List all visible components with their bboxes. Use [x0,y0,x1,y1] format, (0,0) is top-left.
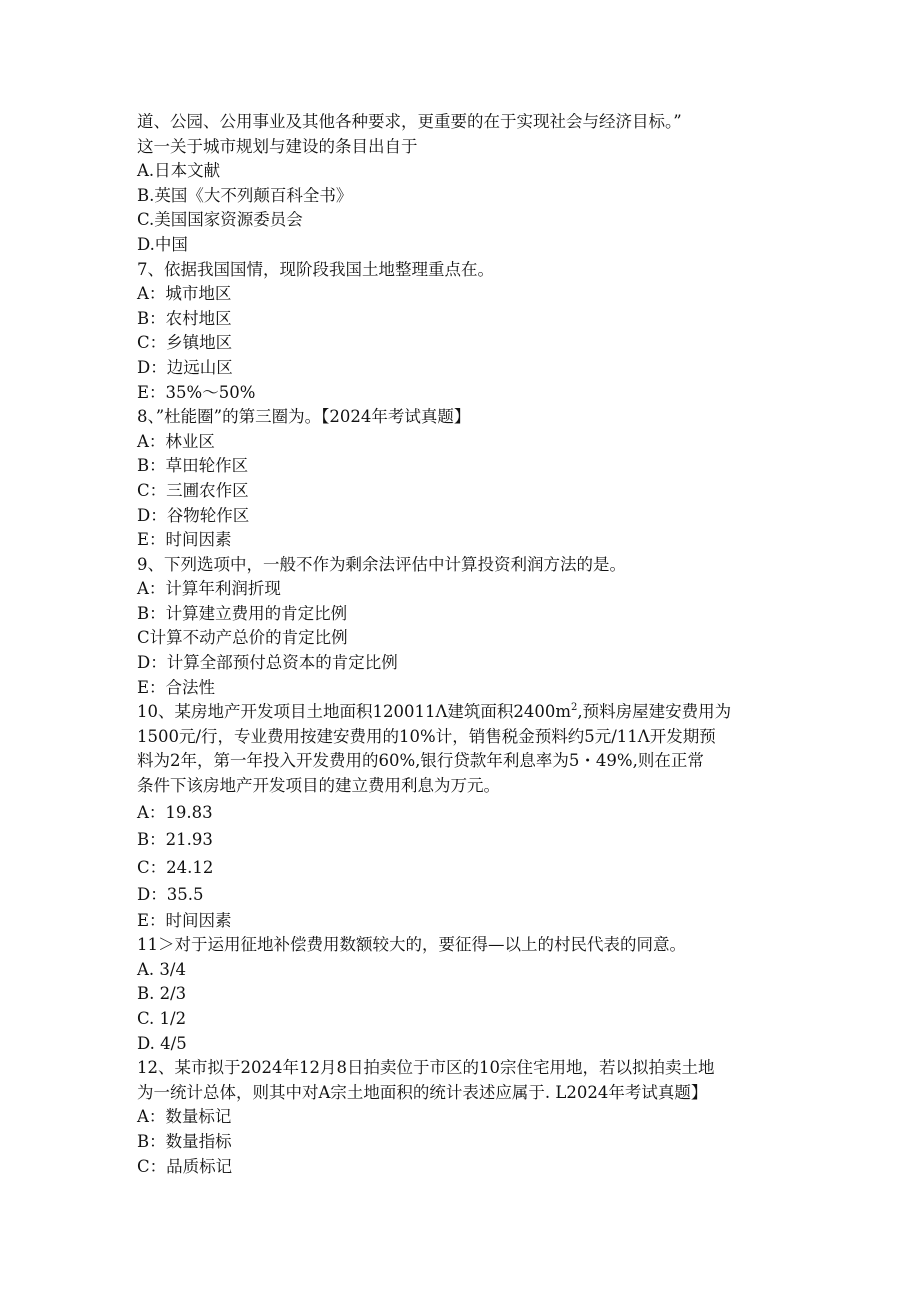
q8-option-e: E：时间因素 [137,530,232,550]
q8-option-c: C：三圃农作区 [137,480,249,500]
q6-stem-line-2: 这一关于城市规划与建设的条目出自于 [137,136,418,156]
q12-option-c: C：品质标记 [137,1156,233,1176]
q10-option-c: C：24.12 [137,857,214,877]
q9-option-b: B：计算建立费用的肯定比例 [137,603,348,623]
q11-option-b: B. 2/3 [137,984,187,1004]
q10-option-e: E：时间因素 [137,910,232,930]
q9-option-d: D：计算全部预付总资本的肯定比例 [137,653,398,673]
q10-option-d: D：35.5 [137,885,204,905]
q8-option-d: D：谷物轮作区 [137,505,250,525]
q10-stem-line-1-a: 10、某房地产开发项目土地面积120011Λ建筑面积2400m [137,702,572,722]
q12-option-b: B：数量指标 [137,1131,232,1151]
q12-option-a: A：数量标记 [137,1107,232,1127]
q10-stem-line-4: 条件下该房地产开发项目的建立费用利息为万元。 [137,776,500,796]
q10-stem-line-3: 料为2年，第一年投入开发费用的60%,银行贷款年利息率为5・49%,则在正常 [137,751,704,771]
q10-stem-line-2: 1500元/行，专业费用按建安费用的10%计，销售税金预料约5元/11Λ开发期预 [137,726,716,746]
q8-option-a: A：林业区 [137,431,215,451]
q6-option-a: A.日本文献 [137,161,221,181]
q10-option-b: B：21.93 [137,830,213,850]
q7-stem: 7、依据我国国情，现阶段我国土地整理重点在。 [137,259,494,279]
document-body [137,110,817,1179]
q9-option-a: A：计算年利润折现 [137,579,281,599]
q6-stem-line-1: 道、公园、公用事业及其他各种要求，更重要的在于实现社会与经济目标。” [137,112,682,131]
q11-option-a: A. 3/4 [137,959,186,979]
q10-stem-line-1 [137,700,817,725]
q6-option-c: C.美国国家资源委员会 [137,210,303,230]
q11-option-c: C. 1/2 [137,1009,187,1028]
q10-stem-line-1-b: ,预料房屋建安费用为 [577,702,732,722]
q7-option-e: E：35%～50% [137,382,256,402]
q12-stem-line-1: 12、某市拟于2024年12月8日拍卖位于市区的10宗住宅用地，若以拟拍卖土地 [137,1058,715,1078]
q7-option-c: C：乡镇地区 [137,333,233,353]
q7-option-a: A：城市地区 [137,284,232,304]
q8-option-b: B：草田轮作区 [137,456,249,476]
q9-option-e: E：合法性 [137,677,216,697]
q10-unit-superscript: 2 [571,701,578,713]
q8-stem: 8、”杜能圈”的第三圈为。【2024年考试真题】 [137,407,471,427]
q9-option-c: C计算不动产总价的肯定比例 [137,628,348,648]
q7-option-b: B：农村地区 [137,308,232,328]
q11-stem: 11＞对于运用征地补偿费用数额较大的，要征得—以上的村民代表的同意。 [137,935,686,955]
q10-option-a: A：19.83 [137,802,213,822]
q11-option-d: D. 4/5 [137,1033,187,1053]
q12-stem-line-2: 为一统计总体，则其中对A宗土地面积的统计表述应属于. L2024年考试真题】 [137,1082,708,1102]
q7-option-d: D：边远山区 [137,357,233,377]
q6-option-d: D.中国 [137,234,188,254]
q9-stem: 9、下列选项中，一般不作为剩余法评估中计算投资利润方法的是。 [137,554,626,574]
q6-option-b: B.英国《大不列颠百科全书》 [137,185,353,205]
